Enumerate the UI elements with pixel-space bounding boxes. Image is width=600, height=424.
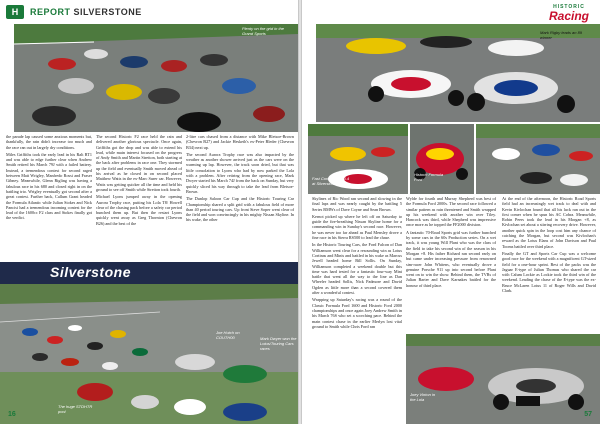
report-header — [0, 0, 298, 24]
formula-ford-photo — [410, 124, 474, 194]
paragraph: The second Aurora Trophy race was also impacted by the weather as another shower arrived just as the cars were on the warming up lap. However, the track soon dried, but that was little consolation to Lyons who had by now parked the Lola with a problem. After retiring from the opening race, Mark Dwyer started his March 74J from the back on Sunday, but very quickly sliced his way through to take the lead from Bletsoe-Brown. — [186, 151, 294, 194]
section-title — [30, 7, 142, 17]
right-column-3 — [502, 196, 596, 295]
right-column-2 — [406, 196, 496, 290]
brand-main: Racing — [548, 9, 589, 23]
paragraph: Miles Griffiths took the early lead in his Ralt RT1 and was able to edge further clear when Andrew Smith retired his March 79J with a failed battery. Instead, a tremendous contest for second raged between Matt Wrigley, Manfredo Rossi and Fraser Gibney. Meanwhile, Glenn Rigling was having a fabulous race in his 680 and closed right in on the battling trio. Wrigley eventually got second after a great contest. Further back, Callum Grant headed the Formula Atlantic while Julian Stokes and Nick Pancisi had a tremendous incoming contest for the lead of the 1600cc F2 class and Stokes finally got the verdict. — [6, 151, 92, 221]
right-column-1 — [312, 196, 402, 331]
paragraph: Wylde for fourth and Murray Shepherd was best of the Formula Ford 2000s. The second race followed a similar pattern as rain threatened and Smith wrapped up his weekend with another win over Tiley. Hancock was third, while Shepherd was impressive once more as he topped the FF2000 division. — [406, 196, 496, 228]
formula-ford-caption: Historic Formula Ford — [414, 172, 444, 182]
paragraph: The second Historic F2 race held the rain and delivered another glorious spectacle. Once again, Griffiths got the drop and was able to extend his lead, while main interest focused on the progress of Andy Smith and Martin Stretton, both starting at the back after problems in race one. They stormed up the field and eventually Smith moved ahead of his arrival as he closed in on second placed Matthew Watts in the ex-Marc Surer car. However, Watts was getting quicker all the time and held his ground to see off Smith while Stretton took fourth. — [96, 134, 182, 192]
paragraph: Wrapping up Saturday's racing was a round of the Classic Formula Ford 1600 and Historic Ford 2000 championships and once again Joey Andrew Smith in his March 76S who set a scorching pace. Behind the main contest chase in the earlier Merlyn lost vital ground to Smith while Chris Ford ran — [312, 297, 402, 329]
race-start-caption: Mark Rigby leads an 89 winner — [540, 30, 583, 40]
paragraph: The Dunlop Saloon Car Cup and the Historic Touring Car Championship shared a split grid with a fabulous field of more than 40 period touring cars. Up front Steve Soper went clear of the field and won convincingly in his mighty Nissan Skyline. In his wake, the other — [186, 196, 294, 223]
page-number-left: 16 — [8, 411, 16, 418]
section-label: REPORT — [30, 7, 71, 17]
paragraph: 2-litre cars chased from a distance with Mike Bletsoe-Brown (Chevron B27) and Jackie Hesketh's ex-Peter Bleder (Chevron B34) next up. — [186, 134, 294, 150]
brand-top: HISTORIC — [553, 4, 585, 10]
paragraph: Michael Lyons jumped away in the opening Aurora Trophy race, putting his Lola T8/ Howell clear of the chasing pack before a safety car period bunched them up. But then the restart Lyons quickly went away as Greg Thornton (Chevron B26) and the best of the — [96, 194, 182, 226]
paragraph: Skylines of Ric Wood ran second and slowing in the final laps and was nearly caught by the battling 5 Series BMWs of Dave Coyne and Sean Brown. — [312, 196, 402, 212]
sports-prototype-caption: Joey Vinton in the Lola — [410, 392, 436, 402]
magazine-logo: H — [6, 5, 24, 19]
silverstone-banner-text: Silverstone — [50, 264, 131, 280]
formula-caption-a: Joe Hutch on COUTH00 — [216, 330, 240, 340]
left-column-3 — [186, 134, 294, 225]
paragraph: Kernot picked up where he left off on Saturday to guide the fire-breathing Nissan Skyline home for a commanding win in Sunday's second race. However, he was never too far ahead as Paul Mensley drove a fine race in his Sierra RS500 to lead the chase. — [312, 213, 402, 241]
left-column-1 — [6, 134, 92, 223]
grand-sports-photo — [14, 24, 298, 132]
group-race-photo — [476, 124, 600, 194]
left-page — [0, 0, 298, 424]
formula-caption-c: The huge STDHTR pool — [58, 404, 93, 414]
paragraph: At the end of the afternoon, the Historic Road Sports field had an increasingly wet track to deal with and Kevin Kivlochan found that all his luck ran out in the first comer when he spun his AC Cobra. Meanwhile, Robin Peers took the lead in his Morgan +8, as Kivlochan set about a stirring recovery drive. However, another quick spin in the loop cost him any chance of catching the Morgan, but second was Kivlochan's reward as the Lotus Elans of John Davison and Paul Tooms battled over third place. — [502, 196, 596, 249]
paragraph: the parade lap caused some anxious moments but, thankfully, the rain didn't increase too much and the race ran out in largely dry conditions. — [6, 134, 92, 150]
section-subject: SILVERSTONE — [73, 7, 142, 17]
left-column-2 — [96, 134, 182, 228]
paragraph: Finally the GT and Sports Car Cup was a welcome good race for the weekend with a magnificent GT-sized field for a one-hour sprint. Best of the packs was the Jaguar E-type of Julian Thomas who shared the car with Calum Lockie as Lockie took the third win of the weekend. Leading the chase of the E-type was the ex-Bruce McLaren Lotus 11 of Roger Wills and David Clark. — [502, 250, 596, 294]
silverstone-banner — [0, 262, 298, 284]
formula-caption-b: Mark Dwyer won the Lotus/Touring Cars races — [260, 336, 297, 351]
sports-prototype-photo — [406, 334, 600, 424]
paragraph: In the Historic Touring Cars, the Ford Falcon of Dan Williamson went clear for a resounding win as Lotus Cortinas and Minis and battled in his wake as Marcus Jewell headed home Bill Sollis. On Sunday, Williamson completed a weekend double but this time was hard tested for a fantastic four-way Mini battle that went all the way to the line as Dan Wheeler headed Sollis, Nick Padmore and David Ogden as little more than a second covered them after a wonderful contest. — [312, 242, 402, 296]
silverstone-panorama-photo — [0, 262, 298, 424]
paragraph: A fantastic 70-Road Sports grid was further bunched by some cars in the 60s Production series. On a wet track, it was young Will Plant who was the class of the field to take his second win of the season in his Morgan +8. His father Richard ran second early on but came under increasing pressure from renowned sim-racer John Whitens, who eventually drove a genuine Porsche 911 up into second before Plant went on to win the show. Behind them, the TVRs of Julian Barter and Dave Karnakes battled for the honour of third place. — [406, 229, 496, 288]
grand-sports-caption: Plenty on the grid in the Grand Sports — [242, 26, 285, 36]
right-page — [302, 0, 600, 424]
brand-logo — [546, 4, 592, 22]
lotus-race-caption: Fast Cortina-ish 10.4 at Silverstone — [312, 176, 350, 186]
page-number-right: 57 — [584, 411, 592, 418]
